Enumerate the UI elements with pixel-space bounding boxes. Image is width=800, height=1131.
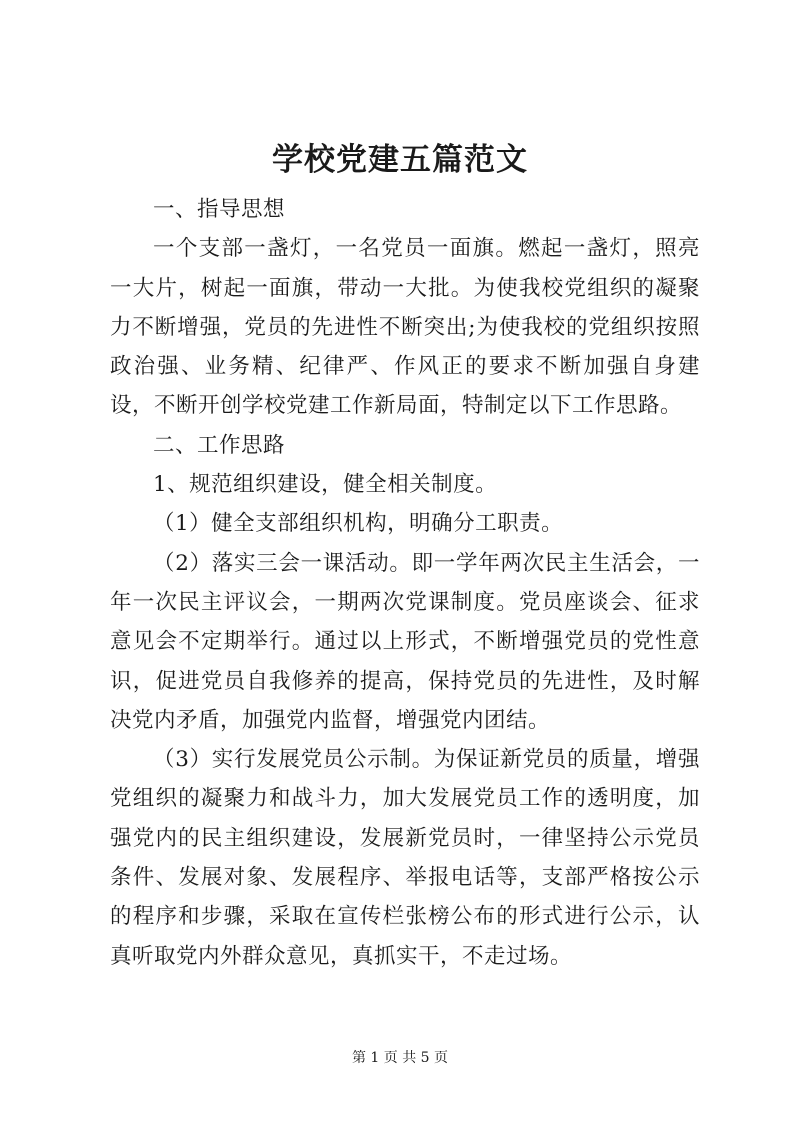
list-item-2: （2）落实三会一课活动。即一学年两次民主生活会，一年一次民主评议会，一期两次党课制度。党员座谈会、征求意见会不定期举行。通过以上形式，不断增强党员的党性意识，促进党员自我修养的提高，保持党员的先进性，及时解决党内矛盾，加强党内监督，增强党内团结。 — [110, 550, 700, 733]
list-item-1: （1）健全支部组织机构，明确分工职责。 — [153, 511, 564, 537]
section-heading-guiding-ideology: 一、指导思想 — [153, 197, 286, 222]
section-heading-work-ideas: 二、工作思路 — [153, 432, 286, 458]
document-body — [110, 190, 700, 976]
paragraph-guiding-ideology: 一个支部一盏灯，一名党员一面旗。燃起一盏灯，照亮一大片，树起一面旗，带动一大批。为使我校党组织的凝聚力不断增强，党员的先进性不断突出;为使我校的党组织按照政治强、业务精、纪律严、作风正的要求不断加强自身建设，不断开创学校党建工作新局面，特制定以下工作思路。 — [110, 236, 700, 419]
document-title: 学校党建五篇范文 — [272, 142, 528, 178]
page-number-footer: 第 1 页 共 5 页 — [351, 1050, 449, 1066]
subheading-organization-building: 1、规范组织建设，健全相关制度。 — [153, 472, 498, 498]
list-item-3: （3）实行发展党员公示制。为保证新党员的质量，增强党组织的凝聚力和战斗力，加大发展党员工作的透明度，加强党内的民主组织建设，发展新党员时，一律坚持公示党员条件、发展对象、发展程序、举报电话等，支部严格按公示的程序和步骤，采取在宣传栏张榜公布的形式进行公示，认真听取党内外群众意见，真抓实干，不走过场。 — [110, 747, 700, 969]
